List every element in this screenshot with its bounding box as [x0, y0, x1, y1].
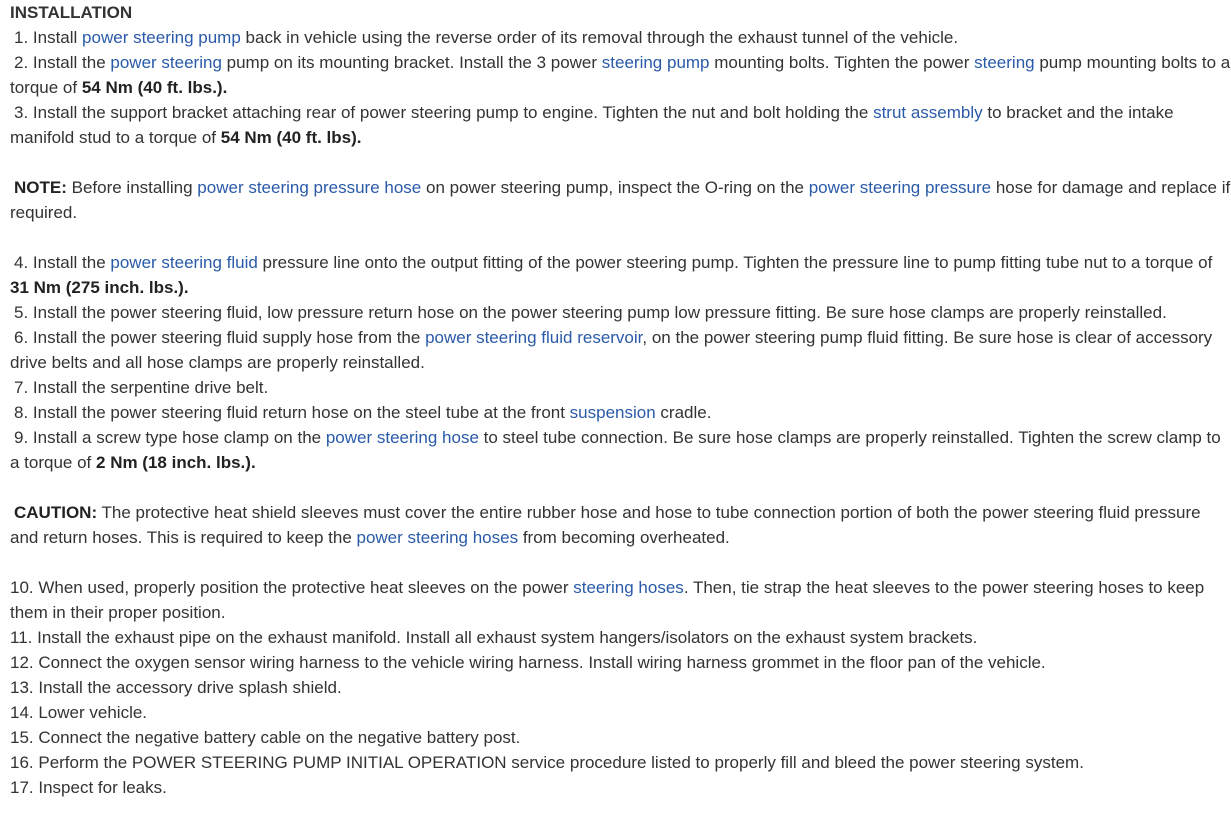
- note-label: NOTE:: [14, 178, 67, 197]
- step-text: , on the power steering pump fluid fitting. Be sure hose is clear of accessory drive belts and all hose clamps are properly reinstalled.: [10, 328, 1213, 372]
- caution-block: [10, 500, 1231, 550]
- link-power-steering-pressure-hose[interactable]: power steering pressure hose: [197, 178, 422, 197]
- step-text: cradle.: [655, 403, 712, 422]
- step-8: [10, 400, 1231, 425]
- link-power-steering-pump[interactable]: power steering pump: [82, 28, 241, 47]
- section-heading: INSTALLATION: [10, 3, 133, 22]
- caution-label: CAUTION:: [14, 503, 98, 522]
- link-power-steering-pressure[interactable]: power steering pressure: [808, 178, 992, 197]
- note-block: [10, 175, 1231, 225]
- step-text: back in vehicle using the reverse order of its removal through the exhaust tunnel of the vehicle.: [240, 28, 959, 47]
- torque-spec: 54 Nm (40 ft. lbs).: [220, 128, 362, 147]
- link-power-steering-fluid[interactable]: power steering fluid: [110, 253, 258, 272]
- note-text: on power steering pump, inspect the O-ring on the: [421, 178, 809, 197]
- step-text: 5. Install the power steering fluid, low pressure return hose on the power steering pump low pressure fitting. Be sure hose clamps are properly reinstalled.: [14, 303, 1167, 322]
- note-text: Before installing: [66, 178, 198, 197]
- torque-spec: 31 Nm (275 inch. lbs.).: [10, 278, 189, 297]
- blank-line: [10, 475, 1231, 500]
- step-text: 9. Install a screw type hose clamp on the: [14, 428, 326, 447]
- link-power-steering[interactable]: power steering: [110, 53, 222, 72]
- step-text: 1. Install: [14, 28, 83, 47]
- step-text: 14. Lower vehicle.: [10, 703, 148, 722]
- step-6: [10, 325, 1231, 375]
- step-16: [10, 750, 1231, 775]
- step-text: pressure line onto the output fitting of the power steering pump. Tighten the pressure line to pump fitting tube nut to a torque of: [257, 253, 1213, 272]
- step-15: [10, 725, 1231, 750]
- step-text: to steel tube connection. Be sure hose clamps are properly reinstalled. Tighten the screw clamp to a torque of: [10, 428, 1221, 472]
- step-1: [10, 25, 1231, 50]
- step-text: . Then, tie strap the heat sleeves to the power steering hoses to keep them in their proper position.: [10, 578, 1205, 622]
- step-text: 3. Install the support bracket attaching rear of power steering pump to engine. Tighten the nut and bolt holding the: [14, 103, 874, 122]
- step-text: 4. Install the: [14, 253, 111, 272]
- step-text: 6. Install the power steering fluid supply hose from the: [14, 328, 426, 347]
- step-text: 10. When used, properly position the protective heat sleeves on the power: [10, 578, 574, 597]
- step-text: 8. Install the power steering fluid return hose on the steel tube at the front: [14, 403, 570, 422]
- step-7: [10, 375, 1231, 400]
- link-suspension[interactable]: suspension: [569, 403, 656, 422]
- blank-line: [10, 150, 1231, 175]
- step-text: 13. Install the accessory drive splash shield.: [10, 678, 342, 697]
- step-4: [10, 250, 1231, 300]
- step-text: pump on its mounting bracket. Install the 3 power: [221, 53, 602, 72]
- step-5: [10, 300, 1231, 325]
- step-2: [10, 50, 1231, 100]
- step-11: [10, 625, 1231, 650]
- step-text: 17. Inspect for leaks.: [10, 778, 167, 797]
- step-text: to bracket and the intake manifold stud to a torque of: [10, 103, 1174, 147]
- link-steering[interactable]: steering: [974, 53, 1035, 72]
- blank-line: [10, 550, 1231, 575]
- step-3: [10, 100, 1231, 150]
- note-text: hose for damage and replace if required.: [10, 178, 1231, 222]
- step-text: 7. Install the serpentine drive belt.: [14, 378, 269, 397]
- link-strut-assembly[interactable]: strut assembly: [873, 103, 983, 122]
- step-text: mounting bolts. Tighten the power: [709, 53, 975, 72]
- link-steering-hoses[interactable]: steering hoses: [573, 578, 684, 597]
- step-text: 15. Connect the negative battery cable on the negative battery post.: [10, 728, 521, 747]
- link-power-steering-hose[interactable]: power steering hose: [325, 428, 479, 447]
- step-13: [10, 675, 1231, 700]
- link-steering-pump[interactable]: steering pump: [601, 53, 710, 72]
- step-9: [10, 425, 1231, 475]
- torque-spec: 54 Nm (40 ft. lbs.).: [81, 78, 228, 97]
- caution-text: from becoming overheated.: [518, 528, 730, 547]
- step-text: 12. Connect the oxygen sensor wiring harness to the vehicle wiring harness. Install wiring harness grommet in the floor pan of the vehicle.: [10, 653, 1046, 672]
- step-text: pump mounting bolts to a torque of: [10, 53, 1231, 97]
- blank-line: [10, 225, 1231, 250]
- torque-spec: 2 Nm (18 inch. lbs.).: [96, 453, 256, 472]
- caution-text: The protective heat shield sleeves must cover the entire rubber hose and hose to tube connection portion of both the power steering fluid pressure and return hoses. This is required to keep the: [10, 503, 1201, 547]
- step-10: [10, 575, 1231, 625]
- step-text: 11. Install the exhaust pipe on the exhaust manifold. Install all exhaust system hangers/isolators on the exhaust system brackets.: [10, 628, 978, 647]
- step-14: [10, 700, 1231, 725]
- link-power-steering-hoses[interactable]: power steering hoses: [356, 528, 519, 547]
- step-text: 16. Perform the POWER STEERING PUMP INITIAL OPERATION service procedure listed to properly fill and bleed the power steering system.: [10, 753, 1084, 772]
- step-12: [10, 650, 1231, 675]
- step-text: 2. Install the: [14, 53, 111, 72]
- step-17: [10, 775, 1231, 800]
- link-power-steering-fluid-reservoir[interactable]: power steering fluid reservoir: [425, 328, 643, 347]
